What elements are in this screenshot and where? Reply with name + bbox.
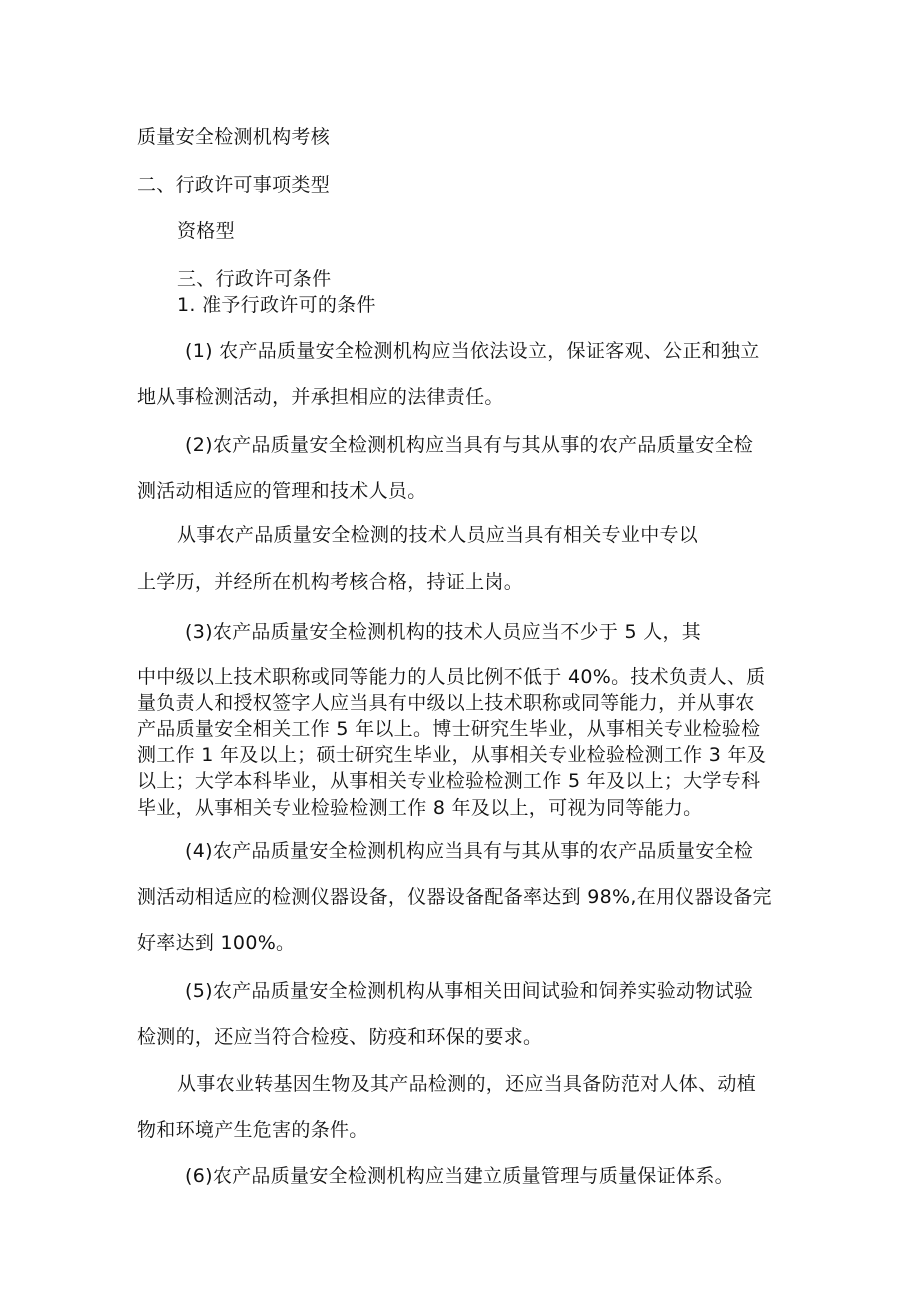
text-line: (5)农产品质量安全检测机构从事相关田间试验和饲养实验动物试验 <box>185 980 754 1002</box>
text-line: 产品质量安全相关工作 5 年以上。博士研究生毕业，从事相关专业检验检 <box>137 718 761 740</box>
text-line: 测活动相适应的检测仪器设备，仪器设备配备率达到 98%,在用仪器设备完 <box>137 886 772 908</box>
text-line: 检测的，还应当符合检疫、防疫和环保的要求。 <box>137 1026 543 1048</box>
text-line: 测活动相适应的管理和技术人员。 <box>137 480 427 502</box>
text-line: (2)农产品质量安全检测机构应当具有与其从事的农产品质量安全检 <box>185 434 754 456</box>
text-line: 中中级以上技术职称或同等能力的人员比例不低于 40%。技术负责人、质 <box>137 666 766 688</box>
text-line: 上学历，并经所在机构考核合格，持证上岗。 <box>137 571 524 593</box>
section-heading: 二、行政许可事项类型 <box>137 174 331 196</box>
text-line: 地从事检测活动，并承担相应的法律责任。 <box>137 386 504 408</box>
text-line: 从事农业转基因生物及其产品检测的，还应当具备防范对人体、动植 <box>177 1073 757 1095</box>
text-line: (3)农产品质量安全检测机构的技术人员应当不少于 5 人，其 <box>185 621 702 643</box>
text-line: 物和环境产生危害的条件。 <box>137 1119 369 1141</box>
text-line: 质量安全检测机构考核 <box>137 126 331 148</box>
text-line: (6)农产品质量安全检测机构应当建立质量管理与质量保证体系。 <box>185 1165 734 1187</box>
text-line: 测工作 1 年及以上；硕士研究生毕业，从事相关专业检验检测工作 3 年及 <box>137 744 767 766</box>
text-line: 量负责人和授权签字人应当具有中级以上技术职称或同等能力，并从事农 <box>137 692 755 714</box>
subsection-heading: 1. 准予行政许可的条件 <box>177 294 376 316</box>
text-line: 毕业，从事相关专业检验检测工作 8 年及以上，可视为同等能力。 <box>137 797 703 819</box>
text-line: 以上；大学本科毕业，从事相关专业检验检测工作 5 年及以上；大学专科 <box>137 770 761 792</box>
text-line: 从事农产品质量安全检测的技术人员应当具有相关专业中专以 <box>177 524 699 546</box>
text-line: (4)农产品质量安全检测机构应当具有与其从事的农产品质量安全检 <box>185 840 754 862</box>
text-line: 资格型 <box>177 220 235 242</box>
section-heading: 三、行政许可条件 <box>177 268 332 290</box>
text-line: (1) 农产品质量安全检测机构应当依法设立，保证客观、公正和独立 <box>185 340 760 362</box>
text-line: 好率达到 100%。 <box>137 932 296 954</box>
